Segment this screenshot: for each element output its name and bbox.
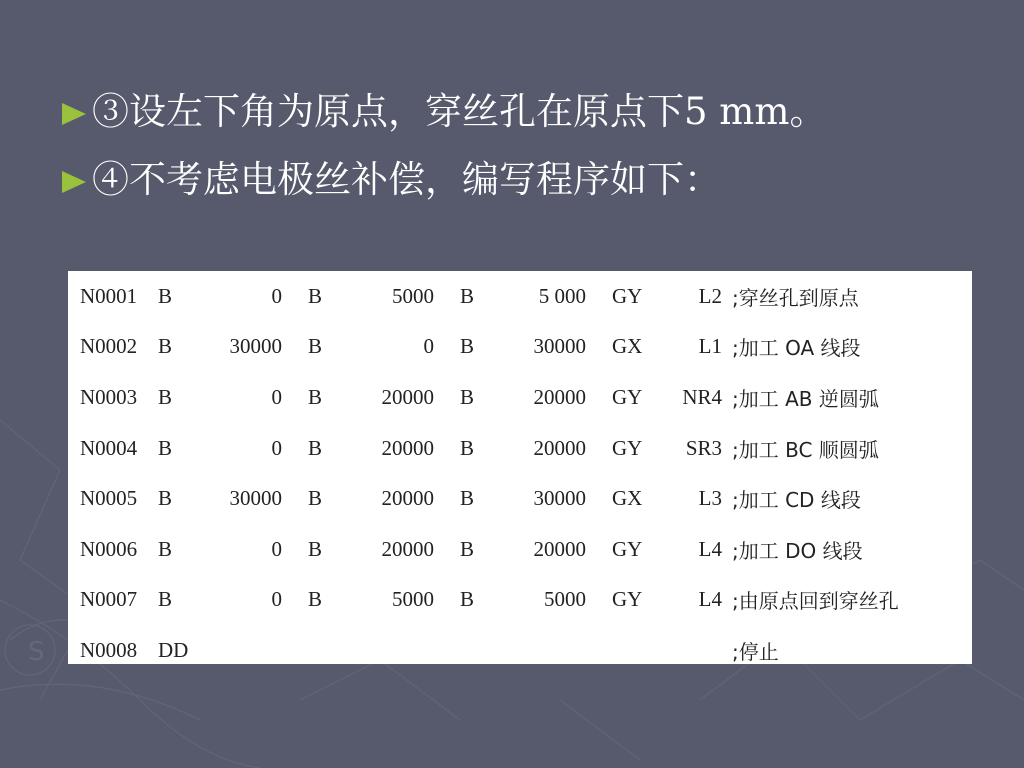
count-length-cell: 30000 [533,334,586,359]
comment-cell: ;加工 AB 逆圆弧 [732,386,879,411]
triangle-bullet-icon [62,171,86,193]
table-row [68,372,972,423]
block-number-cell: N0004 [80,435,138,460]
block-number-cell: N0007 [80,587,138,612]
x-value-cell: 0 [271,587,282,612]
separator-b-cell: B [460,384,475,409]
separator-b-cell: B [158,384,173,409]
table-row [68,423,972,474]
x-value-cell: 0 [271,435,282,460]
count-length-cell: 5000 [544,587,586,612]
y-value-cell [330,625,434,676]
svg-text:S: S [28,637,45,667]
count-length-cell: 5 000 [538,283,586,308]
separator-b-cell: B [460,334,475,359]
table-row [68,575,972,626]
count-direction-cell: GY [612,283,643,308]
instruction-cell: L2 [698,283,722,308]
x-value-cell: 0 [271,536,282,561]
separator-b-cell: B [158,486,173,511]
program-table-panel [68,271,972,664]
bullet-text-origin: ③设左下角为原点，穿丝孔在原点下5 mm。 [92,90,827,133]
separator-b-cell: B [158,283,173,308]
separator-b-cell: B [460,283,475,308]
separator-b-cell: B [308,486,323,511]
count-length-cell: 20000 [533,435,586,460]
table-row [68,322,972,373]
triangle-bullet-icon [62,103,86,125]
separator-b-cell: B [308,435,323,460]
separator-b-cell: B [460,587,475,612]
x-value-cell [194,625,282,676]
comment-cell: ;由原点回到穿丝孔 [732,589,899,614]
instruction-cell [652,625,722,676]
y-value-cell: 0 [423,334,434,359]
table-row [68,625,972,676]
x-value-cell: 30000 [229,486,282,511]
y-value-cell: 5000 [392,283,434,308]
count-direction-cell [586,625,652,676]
separator-b-cell: B [158,435,173,460]
separator-b-cell: DD [158,637,189,662]
count-direction-cell: GX [612,334,643,359]
separator-b-cell: B [308,283,323,308]
separator-b-cell: B [460,486,475,511]
count-length-cell [482,625,586,676]
y-value-cell: 20000 [381,536,434,561]
program-table [68,271,972,676]
count-length-cell: 20000 [533,536,586,561]
separator-b-cell: B [460,435,475,460]
separator-b-cell: B [158,334,173,359]
y-value-cell: 20000 [381,435,434,460]
comment-cell: ;加工 CD 线段 [732,488,861,513]
separator-b-cell: B [158,536,173,561]
instruction-cell: NR4 [682,384,722,409]
x-value-cell: 0 [271,384,282,409]
bullet-line-program [62,154,721,206]
separator-b-cell: B [460,536,475,561]
y-value-cell: 20000 [381,384,434,409]
separator-b-cell: B [308,536,323,561]
comment-cell: ;加工 BC 顺圆弧 [732,437,879,462]
y-value-cell: 5000 [392,587,434,612]
count-direction-cell: GY [612,435,643,460]
comment-cell: ;加工 OA 线段 [732,336,861,361]
count-direction-cell: GY [612,384,643,409]
separator-b-cell [282,625,330,676]
count-direction-cell: GY [612,536,643,561]
instruction-cell: SR3 [685,435,722,460]
block-number-cell: N0008 [80,637,138,662]
instruction-cell: L1 [698,334,722,359]
block-number-cell: N0003 [80,384,138,409]
x-value-cell: 30000 [229,334,282,359]
y-value-cell: 20000 [381,486,434,511]
bullet-text-program: ④不考虑电极丝补偿，编写程序如下： [92,158,721,201]
comment-cell: ;停止 [732,639,779,664]
separator-b-cell: B [308,384,323,409]
separator-b-cell: B [158,587,173,612]
count-length-cell: 30000 [533,486,586,511]
bullet-line-origin [62,86,826,138]
separator-b-cell: B [308,334,323,359]
instruction-cell: L3 [698,486,722,511]
count-direction-cell: GY [612,587,643,612]
block-number-cell: N0006 [80,536,138,561]
comment-cell: ;加工 DO 线段 [732,538,863,563]
separator-b-cell [434,625,482,676]
count-length-cell: 20000 [533,384,586,409]
instruction-cell: L4 [698,536,722,561]
count-direction-cell: GX [612,486,643,511]
separator-b-cell: B [308,587,323,612]
block-number-cell: N0002 [80,334,138,359]
table-row [68,473,972,524]
table-row [68,271,972,322]
block-number-cell: N0005 [80,486,138,511]
x-value-cell: 0 [271,283,282,308]
instruction-cell: L4 [698,587,722,612]
comment-cell: ;穿丝孔到原点 [732,285,859,310]
table-row [68,524,972,575]
block-number-cell: N0001 [80,283,138,308]
